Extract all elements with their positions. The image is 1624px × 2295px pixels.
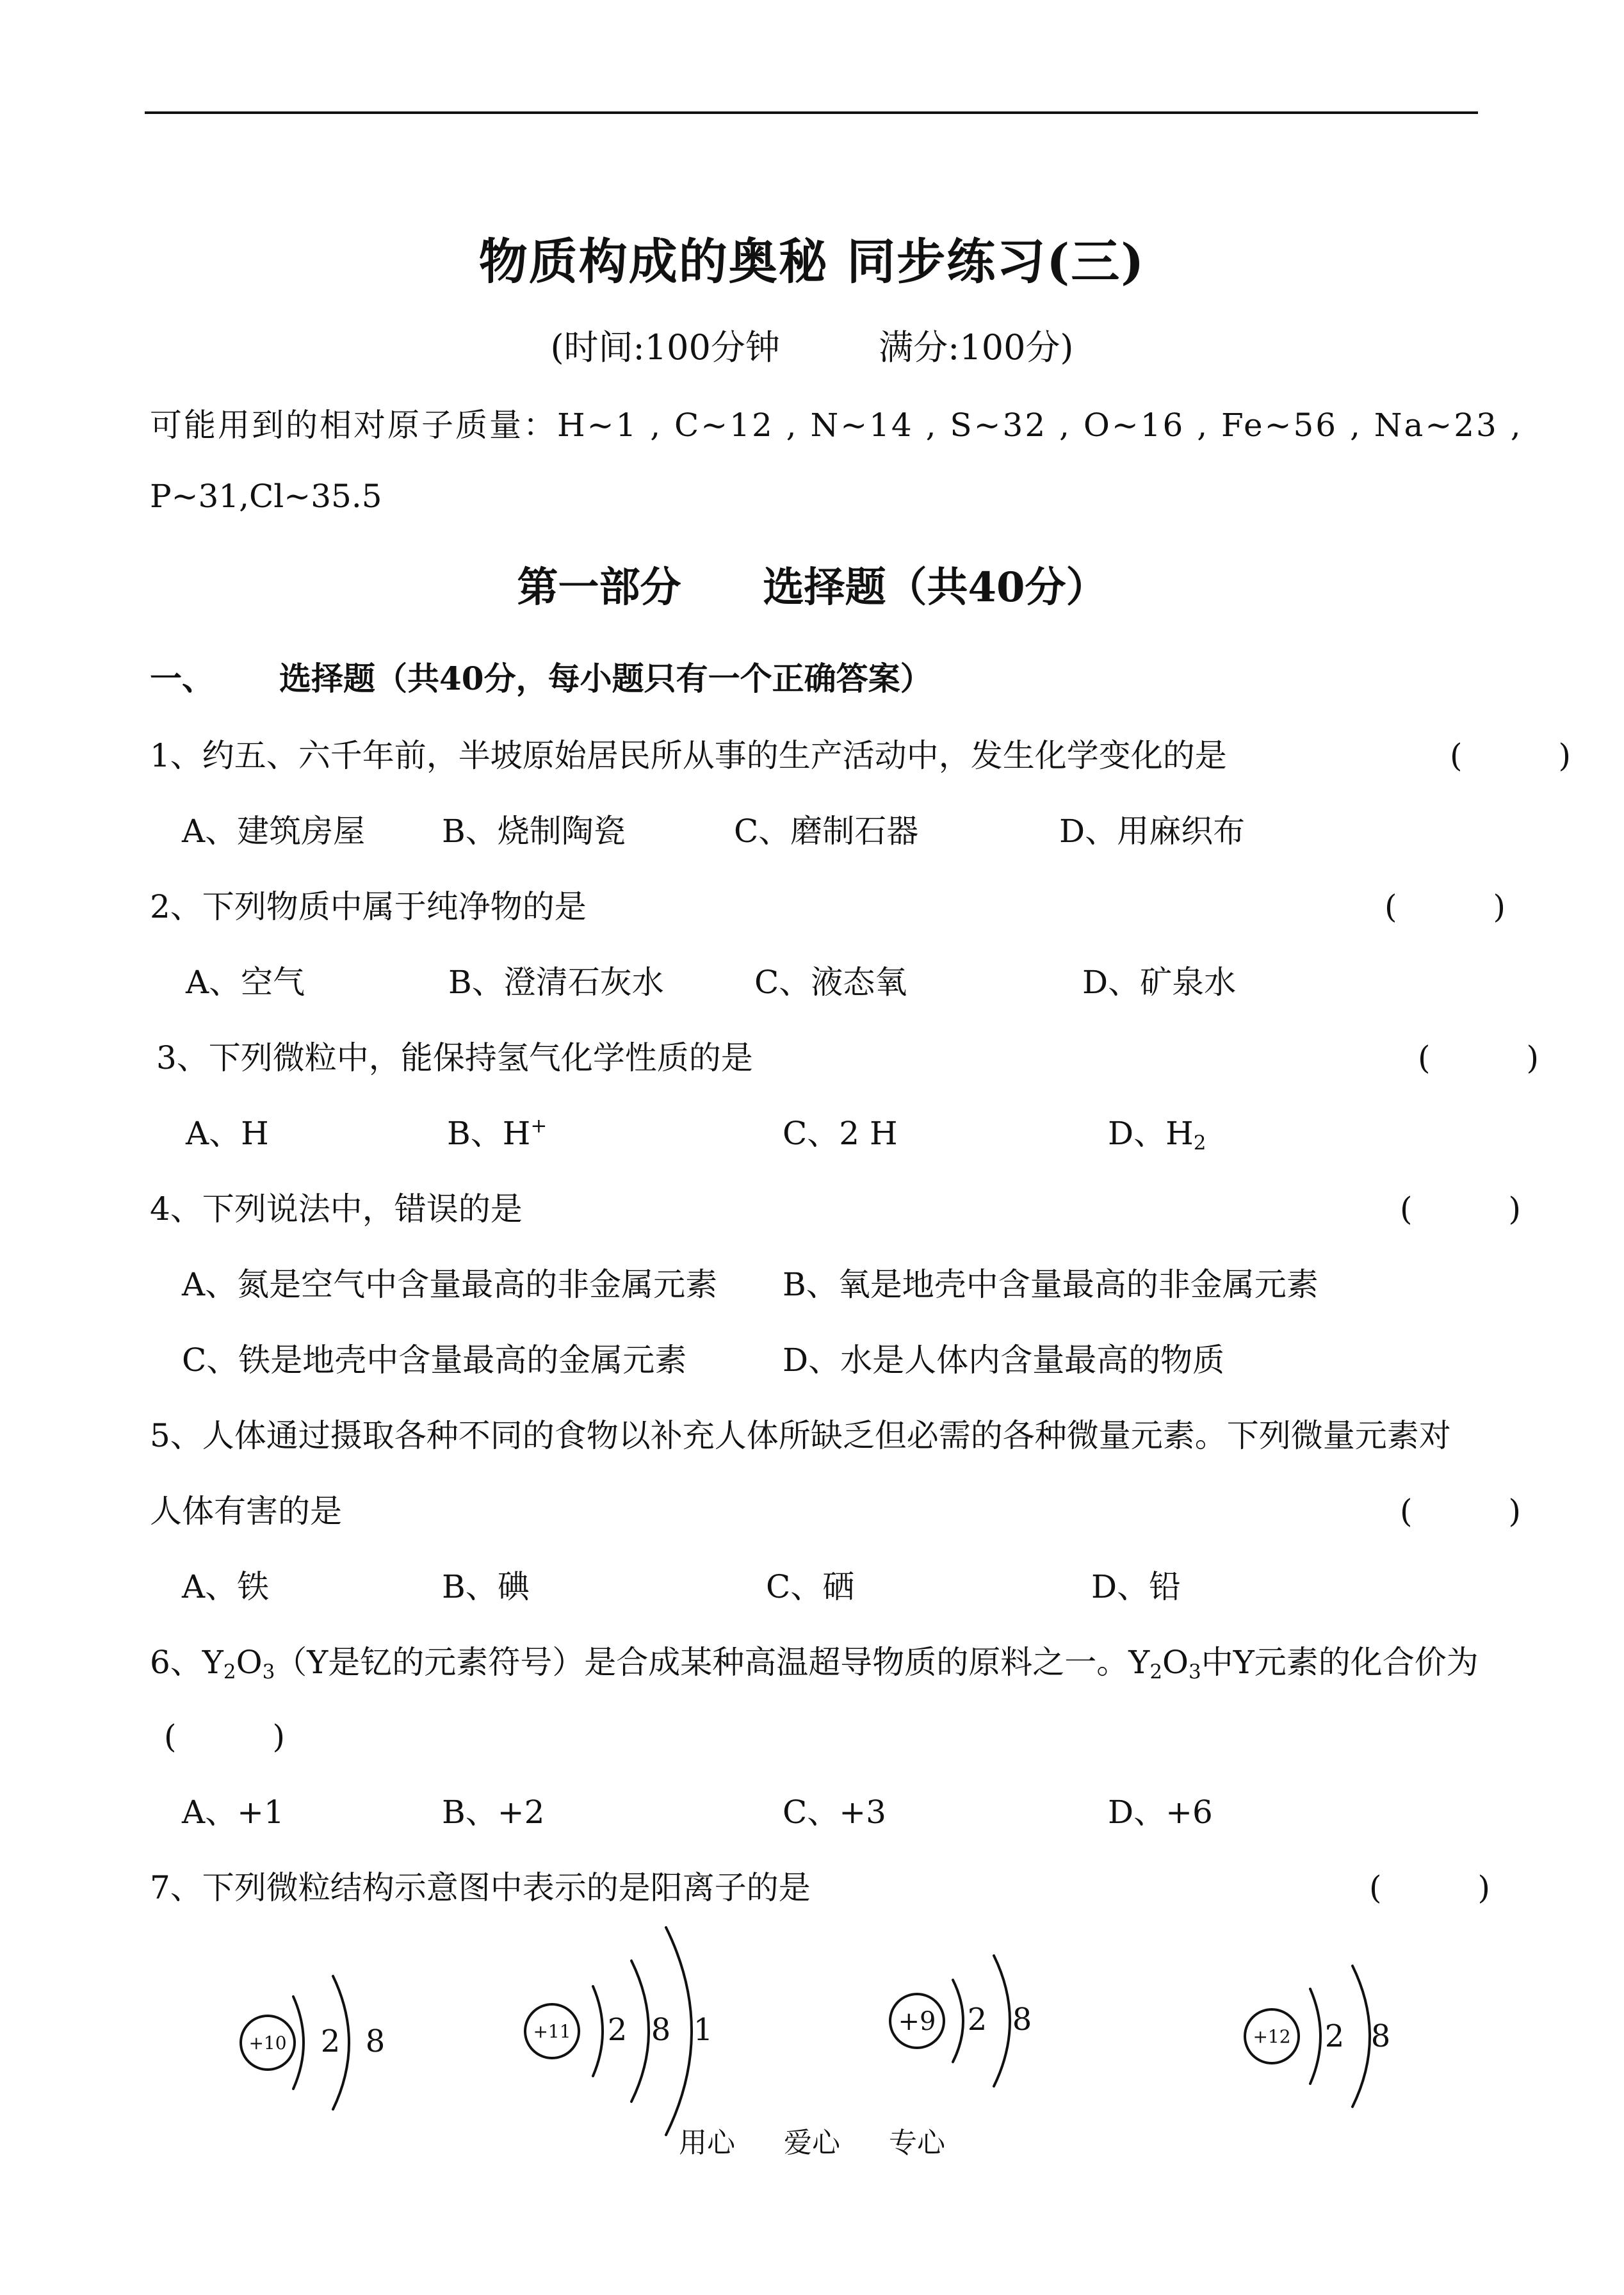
q3-option-b: B、H+: [447, 1114, 548, 1152]
answer-blank-5[interactable]: ( ): [1400, 1493, 1522, 1530]
diagram-1-shell-1: 2: [320, 2023, 341, 2059]
time-limit: (时间:100分钟: [550, 327, 780, 368]
section-number: 一、: [150, 660, 214, 697]
diagram-3-nucleus: +9: [898, 2007, 936, 2036]
footer-word-2: 爱心: [784, 2127, 840, 2159]
q1-option-a: A、建筑房屋: [182, 813, 366, 850]
q1-option-b: B、烧制陶瓷: [442, 813, 626, 850]
answer-blank-2[interactable]: ( ): [1384, 888, 1506, 925]
q3-option-c: C、2 H: [783, 1115, 898, 1152]
question-5-stem-line-2: 人体有害的是: [150, 1493, 342, 1530]
header-rule: [145, 111, 1478, 114]
q4-option-d: D、水是人体内含量最高的物质: [783, 1342, 1225, 1379]
q6-option-d: D、+6: [1108, 1794, 1213, 1831]
footer-word-1: 用心: [679, 2127, 735, 2159]
q2-option-a: A、空气: [186, 964, 305, 1001]
section-label: 选择题（共40分，每小题只有一个正确答案）: [279, 660, 932, 697]
q5-option-a: A、铁: [182, 1568, 270, 1605]
q6-option-a: A、+1: [182, 1794, 284, 1831]
question-6-stem: 6、$Y_2O_3(Y$是钇的元素符号）是合成某种高温超导物质的原料之一。$Y_2O_3$中Y元素的化合价为: [150, 1644, 1479, 1683]
q4-option-b: B、氧是地壳中含量最高的非金属元素: [783, 1266, 1319, 1303]
answer-blank-3[interactable]: ( ): [1418, 1039, 1539, 1076]
q5-option-d: D、铅: [1091, 1568, 1181, 1605]
page-title: 物质构成的奥秘 同步练习(三): [478, 233, 1146, 290]
q3-option-a: A、H: [186, 1115, 269, 1152]
question-4-stem: 4、下列说法中，错误的是: [150, 1190, 523, 1228]
q2-option-b: B、澄清石灰水: [448, 964, 664, 1001]
diagram-2-shell-1: 2: [607, 2012, 628, 2048]
answer-blank-1[interactable]: ( ): [1450, 737, 1571, 774]
diagram-4-nucleus: +12: [1253, 2026, 1291, 2047]
question-5-stem-line-1: 5、人体通过摄取各种不同的食物以补充人体所缺乏但必需的各种微量元素。下列微量元素对: [150, 1417, 1451, 1454]
q1-option-d: D、用麻织布: [1059, 813, 1246, 850]
page-footer: [0, 2120, 1624, 2161]
q1-option-c: C、磨制石器: [734, 813, 919, 850]
diagram-1-nucleus: +10: [248, 2032, 287, 2054]
diagram-1-shell-2: 8: [365, 2023, 386, 2059]
full-score: 满分:100分): [879, 327, 1074, 368]
q6-option-b: B、+2: [442, 1794, 545, 1831]
q2-option-d: D、矿泉水: [1082, 964, 1237, 1001]
q2-option-c: C、液态氧: [754, 964, 907, 1001]
diagram-4-shell-2: 8: [1370, 2018, 1391, 2054]
exam-info: [0, 320, 1624, 369]
diagram-2-nucleus: +11: [533, 2021, 571, 2042]
part-heading: 第一部分 选择题（共40分）: [517, 564, 1107, 612]
diagram-3-shell-1: 2: [967, 2002, 987, 2038]
q5-option-c: C、硒: [766, 1568, 855, 1605]
q3-option-d-subscript: 2: [1193, 1131, 1206, 1155]
q6-option-c: C、+3: [783, 1794, 886, 1831]
question-2-stem: 2、下列物质中属于纯净物的是: [150, 888, 587, 925]
diagram-4-shell-1: 2: [1324, 2018, 1345, 2054]
question-3-stem: 3、下列微粒中，能保持氢气化学性质的是: [156, 1039, 753, 1076]
q4-option-c: C、铁是地壳中含量最高的金属元素: [182, 1342, 687, 1379]
question-7-stem: 7、下列微粒结构示意图中表示的是阳离子的是: [150, 1869, 811, 1906]
answer-blank-4[interactable]: ( ): [1400, 1190, 1522, 1228]
atomic-mass-line-2: P~31,Cl~35.5: [150, 478, 382, 515]
diagram-2-shell-2: 8: [651, 2012, 671, 2048]
answer-blank-6[interactable]: ( ): [164, 1718, 286, 1755]
diagram-3-shell-2: 8: [1012, 2002, 1032, 2038]
answer-blank-7[interactable]: ( ): [1369, 1869, 1491, 1906]
diagram-2-shell-3: 1: [693, 2012, 713, 2048]
q4-option-a: A、氮是空气中含量最高的非金属元素: [182, 1266, 718, 1303]
footer-word-3: 专心: [889, 2127, 945, 2159]
q5-option-b: B、碘: [442, 1568, 530, 1605]
q3-option-d: D、$H_2$: [1108, 1115, 1206, 1155]
q3-option-b-charge: +: [530, 1114, 548, 1138]
atomic-mass-line-1: 可能用到的相对原子质量：H~1 , C~12 , N~14 , S~32 , O~16 , Fe~56 , Na~23 ,: [150, 407, 1523, 444]
question-1-stem: 1、约五、六千年前，半坡原始居民所从事的生产活动中，发生化学变化的是: [150, 737, 1227, 774]
